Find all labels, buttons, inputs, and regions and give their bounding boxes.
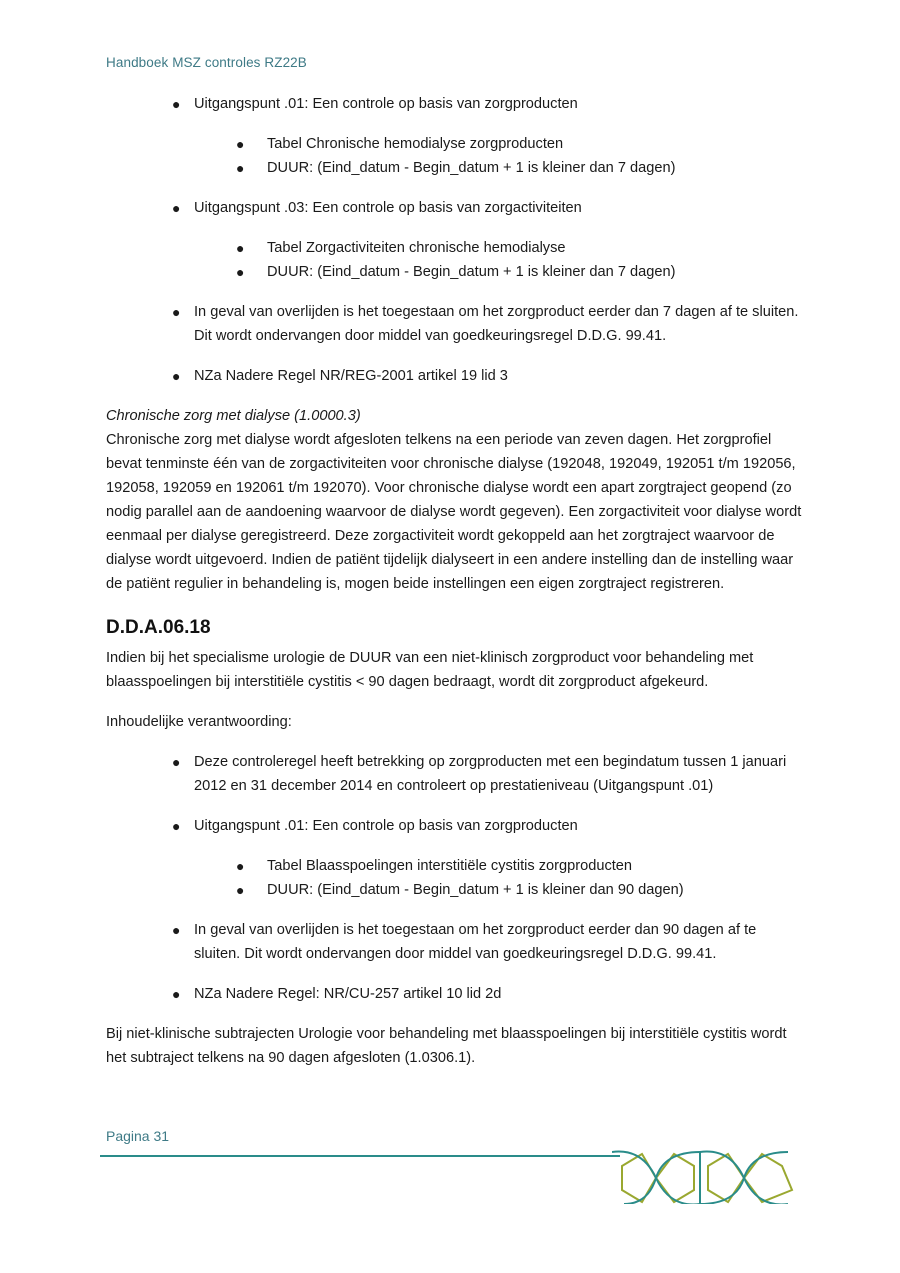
bullet-icon: ● [172, 818, 181, 834]
sub-bullet-item [106, 132, 806, 156]
bullet-icon: ● [236, 240, 245, 256]
bullet-icon: ● [236, 858, 245, 874]
sub-bullet-item [106, 878, 806, 902]
bullet-text: In geval van overlijden is het toegestaan om het zorgproduct eerder dan 7 dagen af te sluiten. Dit wordt ondervangen door middel van goedkeuringsregel D.D.G. 99.41. [194, 304, 799, 344]
bullet-text: Uitgangspunt .03: Een controle op basis van zorgactiviteiten [194, 200, 582, 216]
bullet-text: NZa Nadere Regel: NR/CU-257 artikel 10 lid 2d [194, 986, 502, 1002]
bullet-item [106, 982, 806, 1006]
bullet-icon: ● [236, 160, 245, 176]
footer-divider [100, 1155, 620, 1157]
sub-bullet-text: Tabel Zorgactiviteiten chronische hemodialyse [267, 240, 566, 256]
sub-bullet-text: DUUR: (Eind_datum - Begin_datum + 1 is kleiner dan 7 dagen) [267, 264, 676, 280]
intro-paragraph: Indien bij het specialisme urologie de DUUR van een niet-klinisch zorgproduct voor behandeling met blaasspoelingen bij interstitiële cystitis < 90 dagen bedraagt, wordt dit zorgproduct afgekeurd. [106, 650, 754, 690]
bullet-text: Uitgangspunt .01: Een controle op basis van zorgproducten [194, 818, 578, 834]
bullet-item [106, 814, 806, 838]
sub-bullet-text: DUUR: (Eind_datum - Begin_datum + 1 is kleiner dan 7 dagen) [267, 160, 676, 176]
section-heading: D.D.A.06.18 [106, 617, 211, 638]
body-paragraph: Chronische zorg met dialyse wordt afgesloten telkens na een periode van zeven dagen. Het zorgprofiel bevat tenminste één van de zorgactiviteiten voor chronische dialyse (192048, 192049, 192051 t/m 192056, 192058, 192059 en 192061 t/m 192070). Voor chronische dialyse wordt een apart zorgtraject geopend (zo nodig parallel aan de aandoening waarvoor de dialyse wordt gegeven). Een zorgactiviteit voor dialyse wordt eenmaal per dialyse geregistreerd. Deze zorgactiviteit wordt gekoppeld aan het zorgtraject waarvoor de dialyse wordt uitgevoerd. Indien de patiënt tijdelijk dialyseert in een andere instelling dan de instelling waar de patiënt regulier in behandeling is, mogen beide instellingen een eigen zorgtraject registreren. [106, 432, 802, 592]
page-number: Pagina 31 [106, 1128, 170, 1144]
bullet-icon: ● [172, 200, 181, 216]
page-content [106, 92, 806, 1070]
bullet-icon: ● [172, 754, 181, 770]
bullet-item [106, 364, 806, 388]
sub-bullet-item [106, 236, 806, 260]
bullet-icon: ● [172, 986, 181, 1002]
closing-paragraph: Bij niet-klinische subtrajecten Urologie voor behandeling met blaasspoelingen bij interstitiële cystitis wordt het subtraject telkens na 90 dagen afgesloten (1.0306.1). [106, 1026, 787, 1066]
sub-bullet-text: Tabel Blaasspoelingen interstitiële cystitis zorgproducten [267, 858, 633, 874]
sub-bullet-text: Tabel Chronische hemodialyse zorgproducten [267, 136, 564, 152]
bullet-text: Uitgangspunt .01: Een controle op basis van zorgproducten [194, 96, 578, 112]
bullet-icon: ● [236, 264, 245, 280]
italic-subheading: Chronische zorg met dialyse (1.0000.3) [106, 408, 361, 424]
sub-bullet-text: DUUR: (Eind_datum - Begin_datum + 1 is kleiner dan 90 dagen) [267, 882, 684, 898]
bullet-icon: ● [172, 368, 181, 384]
bullet-text: NZa Nadere Regel NR/REG-2001 artikel 19 lid 3 [194, 368, 508, 384]
bullet-text: In geval van overlijden is het toegestaan om het zorgproduct eerder dan 90 dagen af te sluiten. Dit wordt ondervangen door middel van goedkeuringsregel D.D.G. 99.41. [194, 922, 757, 962]
bullet-icon: ● [236, 136, 245, 152]
sub-bullet-item [106, 854, 806, 878]
bullet-icon: ● [172, 96, 181, 112]
sub-bullet-item [106, 156, 806, 180]
verantwoording-label: Inhoudelijke verantwoording: [106, 714, 292, 730]
bullet-item [106, 750, 806, 798]
bullet-item [106, 92, 806, 116]
running-header: Handboek MSZ controles RZ22B [106, 55, 307, 70]
sub-bullet-item [106, 260, 806, 284]
bullet-item [106, 196, 806, 220]
bullet-icon: ● [172, 922, 181, 938]
bullet-item [106, 300, 806, 348]
bullet-item [106, 918, 806, 966]
bullet-icon: ● [236, 882, 245, 898]
bullet-icon: ● [172, 304, 181, 320]
bullet-text: Deze controleregel heeft betrekking op zorgproducten met een begindatum tussen 1 januari 2012 en 31 december 2014 en controleert op prestatieniveau (Uitgangspunt .01) [194, 754, 787, 794]
footer-ornament-icon [612, 1148, 802, 1204]
